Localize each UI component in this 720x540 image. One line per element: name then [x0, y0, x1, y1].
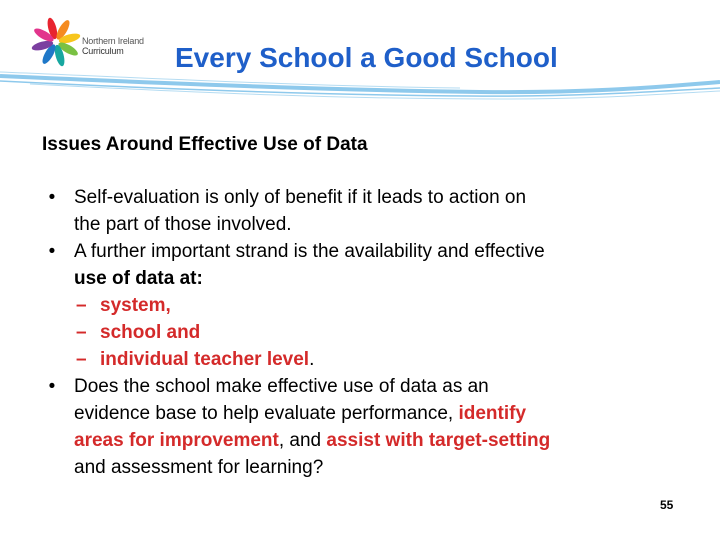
dash-symbol: – [76, 349, 87, 370]
dash-symbol: – [76, 322, 87, 343]
bullet-3-line-1: Does the school make effective use of data as an [74, 376, 489, 397]
page-title: Every School a Good School [175, 42, 558, 73]
bullet-list [42, 184, 692, 481]
bullet-3-line-2: evidence base to help evaluate performance, [74, 403, 459, 424]
bullet-item [42, 184, 692, 238]
sub-bullet-item [42, 292, 692, 319]
highlight-target-setting: assist with target-setting [326, 430, 551, 451]
sub-bullet-system: system, [100, 295, 171, 316]
bullet-symbol: • [48, 187, 56, 208]
logo-line-1: Northern Ireland [82, 36, 144, 46]
bullet-3-line-4: and assessment for learning? [74, 457, 324, 478]
bullet-2-line-2: use of data at: [74, 268, 203, 289]
bullet-3-connector: , and [278, 430, 327, 451]
bullet-1-line-2: the part of those involved. [74, 214, 292, 235]
sub-bullet-teacher: individual teacher level [100, 349, 310, 370]
header-swoosh-decoration [0, 62, 720, 112]
sub-bullet-item [42, 319, 692, 346]
bullet-symbol: • [48, 241, 56, 262]
dash-symbol: – [76, 295, 87, 316]
bullet-item [42, 238, 692, 292]
sub-bullet-teacher-period: . [309, 349, 315, 370]
logo-line-2: Curriculum [82, 46, 124, 56]
bullet-1-line-1: Self-evaluation is only of benefit if it leads to action on [74, 187, 527, 208]
logo-text [82, 36, 144, 56]
sub-bullet-school: school and [100, 322, 201, 343]
bullet-symbol: • [48, 376, 56, 397]
highlight-identify: identify [458, 403, 527, 424]
section-heading: Issues Around Effective Use of Data [42, 134, 368, 155]
bullet-2-line-1: A further important strand is the availability and effective [74, 241, 545, 262]
page-number: 55 [660, 498, 674, 512]
sub-bullet-item [42, 346, 692, 373]
highlight-areas-for-improvement: areas for improvement [74, 430, 279, 451]
bullet-item [42, 373, 692, 481]
